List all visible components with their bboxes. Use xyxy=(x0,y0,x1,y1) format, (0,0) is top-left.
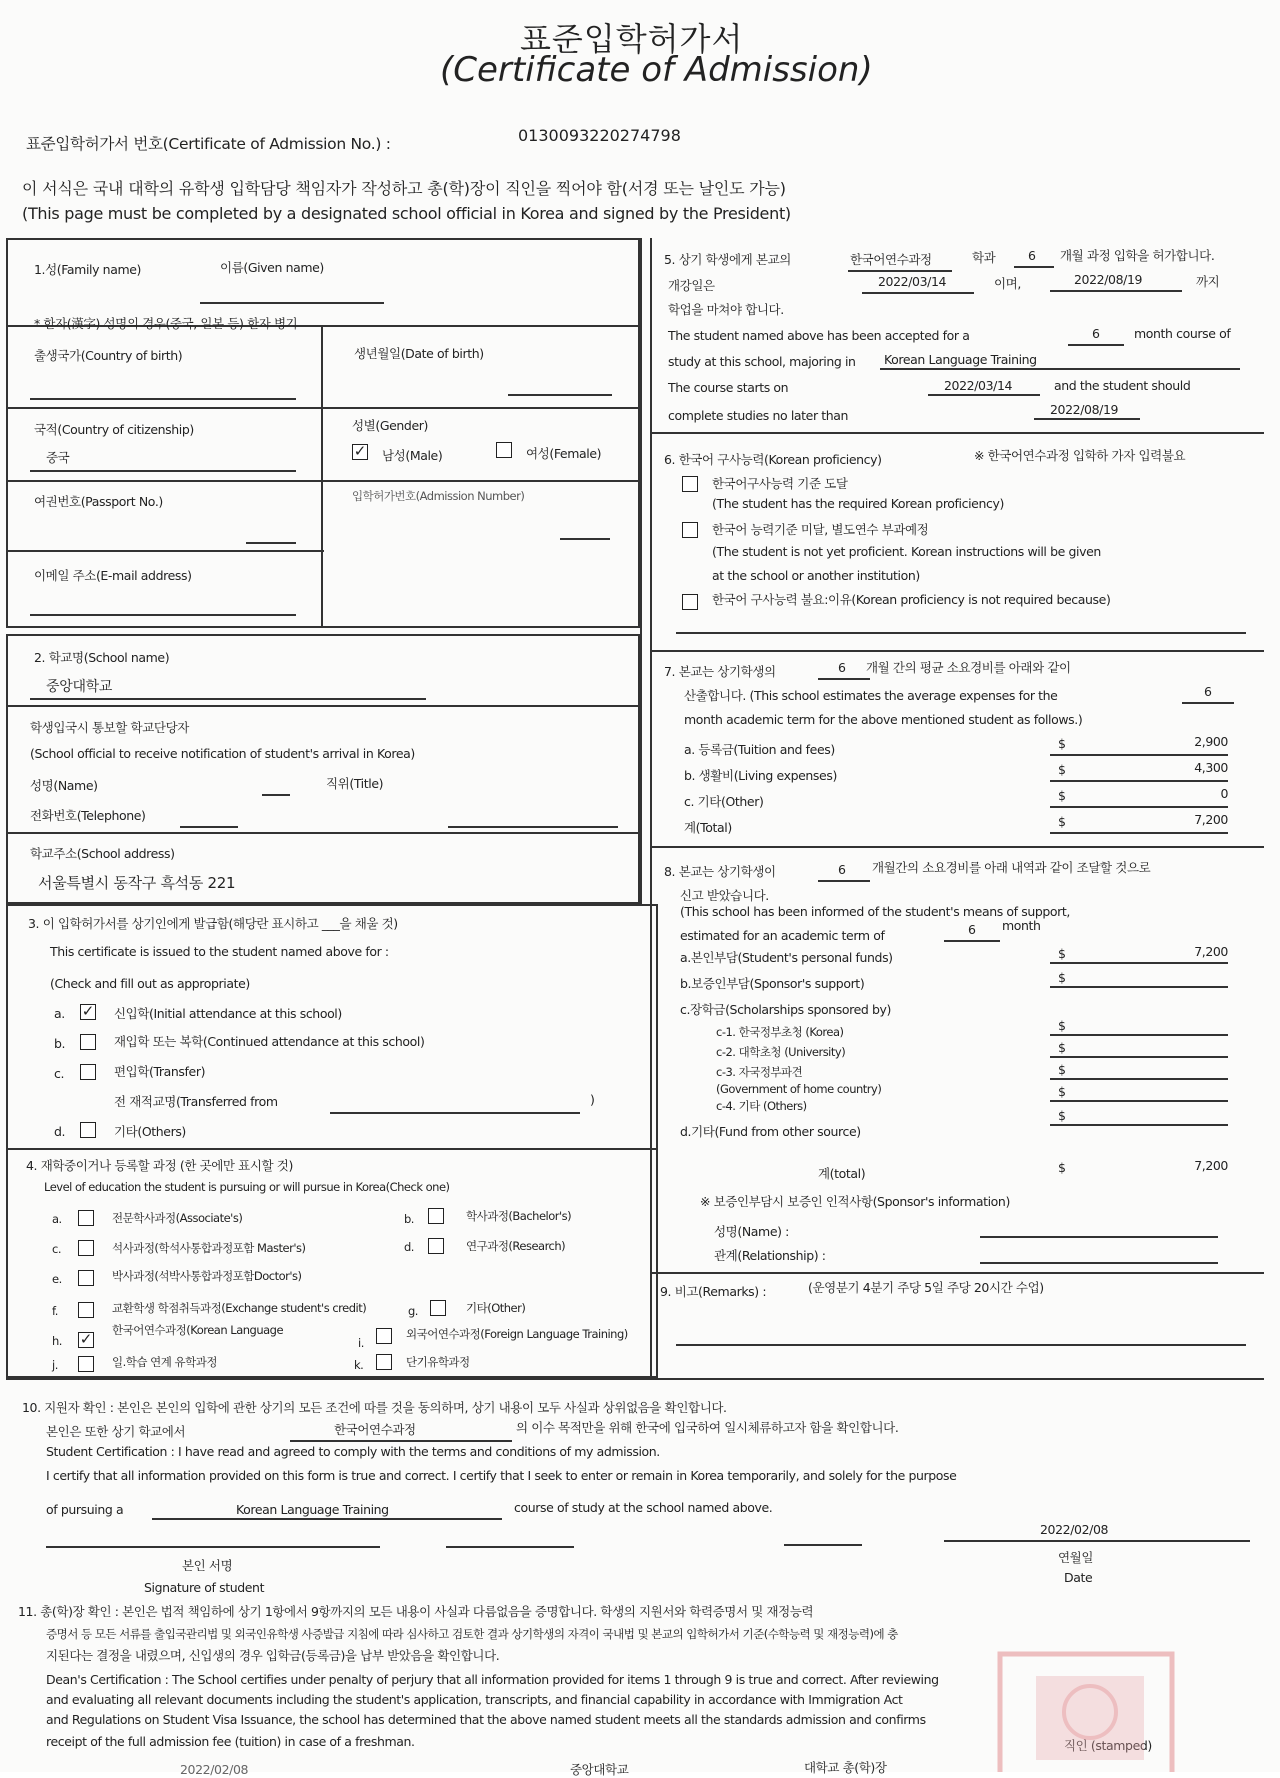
s5-l1a: 5. 상기 학생에게 본교의 xyxy=(664,252,791,267)
s11-l2: 증명서 등 모든 서류를 출입국관리법 및 외국인유학생 사증발급 지침에 따라 심사하고 검토한 결과 상기학생의 자격이 국내법 및 본교의 입학허가서 기준(수학능력 및 재정능력)에 충 xyxy=(46,1627,898,1641)
s8-c4-cur: $ xyxy=(1058,1084,1066,1099)
s10-sig-en: Signature of student xyxy=(144,1580,265,1595)
s11-e2: and evaluating all relevant documents including the student's application, transcripts, and financial capability in accordance with Immigration Act xyxy=(46,1692,903,1707)
s6-heading: 6. 한국어 구사능력(Korean proficiency) xyxy=(664,452,882,467)
school-address-label: 학교주소(School address) xyxy=(30,846,175,861)
s4-b-letter: b. xyxy=(404,1212,414,1226)
s8-c1-cur: $ xyxy=(1058,1018,1066,1033)
s4-k-checkbox[interactable] xyxy=(376,1354,392,1370)
s8-sponsor-rel: 관계(Relationship) : xyxy=(714,1248,826,1263)
s4-f-checkbox[interactable] xyxy=(78,1302,94,1318)
s11-footer-date: 2022/02/08 xyxy=(180,1762,249,1777)
family-name-label: 1.성(Family name) xyxy=(34,262,141,277)
s7-total-value: 7,200 xyxy=(1194,812,1228,827)
s3-a-checkbox[interactable]: ✓ xyxy=(81,1002,95,1020)
s6-o3: 한국어 구사능력 불요:이유(Korean proficiency is not required because) xyxy=(712,592,1111,607)
s4-b-checkbox[interactable] xyxy=(428,1208,444,1224)
s4-i-checkbox[interactable] xyxy=(376,1328,392,1344)
s4-b-label: 학사과정(Bachelor's) xyxy=(466,1209,572,1223)
s6-o3-checkbox[interactable] xyxy=(682,594,698,610)
s5-en3: The course starts on xyxy=(668,380,789,395)
s4-i-letter: i. xyxy=(358,1336,364,1350)
s8-l4-months: 6 xyxy=(968,922,976,937)
s11-l1: 11. 총(학)장 확인 : 본인은 법적 책임하에 상기 1항에서 9항까지의 모든 내용이 사실과 다름없음을 증명합니다. 학생의 지원서와 학력증명서 및 재정능력 xyxy=(18,1604,814,1619)
s10-l3: Student Certification : I have read and agreed to comply with the terms and conditions of my admission. xyxy=(46,1444,660,1459)
female-checkbox[interactable] xyxy=(496,442,512,458)
s5-start: 2022/03/14 xyxy=(878,274,947,289)
s7-months: 6 xyxy=(838,660,846,675)
s8-c3-label: c-3. 자국정부파견 xyxy=(716,1065,803,1079)
female-label: 여성(Female) xyxy=(526,446,602,461)
s10-date-ko: 연월일 xyxy=(1058,1550,1094,1565)
s8-c2-label: c-2. 대학초청 (University) xyxy=(716,1045,846,1059)
s7-b-value: 4,300 xyxy=(1194,760,1228,775)
s7-c-cur: $ xyxy=(1058,788,1066,803)
s9-value: (운영분기 4분기 주당 5일 주당 20시간 수업) xyxy=(808,1280,1044,1295)
s10-date: 2022/02/08 xyxy=(1040,1522,1109,1537)
school-address-value: 서울특별시 동작구 흑석동 221 xyxy=(38,874,236,892)
s7-total-cur: $ xyxy=(1058,814,1066,829)
s7-l2-months: 6 xyxy=(1204,684,1212,699)
s8-d-cur: $ xyxy=(1058,1108,1066,1123)
s10-sig-ko: 본인 서명 xyxy=(182,1558,233,1573)
s8-c3-cur: $ xyxy=(1058,1062,1066,1077)
s4-g-letter: g. xyxy=(408,1304,418,1318)
admission-no-label: 입학허가번호(Admission Number) xyxy=(352,489,525,503)
hanja-note: * 한자(漢字) 성명의 경우(중국, 일본 등) 한자 병기 xyxy=(34,316,298,331)
s10-course: 한국어연수과정 xyxy=(334,1422,416,1437)
seal-inner-block xyxy=(1036,1676,1144,1760)
s4-i-label: 외국어연수과정(Foreign Language Training) xyxy=(406,1327,628,1341)
s3-c-checkbox[interactable] xyxy=(80,1064,96,1080)
s3-c-close: ) xyxy=(590,1092,595,1107)
s4-h-checkbox[interactable]: ✓ xyxy=(79,1330,93,1348)
s4-a-checkbox[interactable] xyxy=(78,1210,94,1226)
s8-b-label: b.보증인부담(Sponsor's support) xyxy=(680,976,865,991)
s3-c-letter: c. xyxy=(54,1066,65,1081)
s6-o1e: (The student has the required Korean proficiency) xyxy=(712,496,1004,511)
s5-l2a: 개강일은 xyxy=(668,278,715,293)
s5-en3-start: 2022/03/14 xyxy=(944,378,1013,393)
s8-months: 6 xyxy=(838,862,846,877)
s6-o2e: (The student is not yet proficient. Korean instructions will be given xyxy=(712,544,1101,559)
s8-c2-cur: $ xyxy=(1058,1040,1066,1055)
s8-c-label: c.장학금(Scholarships sponsored by) xyxy=(680,1002,891,1017)
intro-line2: (This page must be completed by a designated school official in Korea and signed by the President) xyxy=(22,204,791,223)
s8-a-value: 7,200 xyxy=(1194,944,1228,959)
s7-c-label: c. 기타(Other) xyxy=(684,794,764,809)
s10-l4: I certify that all information provided on this form is true and correct. I certify that I seek to enter or remain in Korea temporarily, and solely for the purpose xyxy=(46,1468,957,1483)
s8-c4-label: c-4. 기타 (Others) xyxy=(716,1099,807,1113)
s8-c3e-label: (Government of home country) xyxy=(716,1082,882,1096)
cert-no-label: 표준입학허가서 번호(Certificate of Admission No.) : xyxy=(26,135,391,153)
s4-h-letter: h. xyxy=(52,1334,62,1348)
s3-b-checkbox[interactable] xyxy=(80,1034,96,1050)
gender-label: 성별(Gender) xyxy=(352,418,428,433)
s11-e1: Dean's Certification : The School certifies under penalty of perjury that all information provided for items 1 through 9 is true and correct. After reviewing xyxy=(46,1672,939,1687)
s8-l1a: 8. 본교는 상기학생이 xyxy=(664,864,776,879)
s8-sponsor-name: 성명(Name) : xyxy=(714,1224,789,1239)
s10-date-en: Date xyxy=(1064,1570,1093,1585)
official-title-label: 직위(Title) xyxy=(326,776,384,791)
s4-f-letter: f. xyxy=(52,1304,58,1318)
s3-c-from: 전 재적교명(Transferred from xyxy=(114,1094,278,1109)
s3-line2: (Check and fill out as appropriate) xyxy=(50,976,250,991)
s6-note: ※ 한국어연수과정 입학하 가자 입력불요 xyxy=(974,448,1186,463)
s8-a-cur: $ xyxy=(1058,946,1066,961)
s5-en1-months: 6 xyxy=(1092,326,1100,341)
s5-en1b: month course of xyxy=(1134,326,1231,341)
s7-c-value: 0 xyxy=(1220,786,1228,801)
s5-months: 6 xyxy=(1028,248,1036,263)
s7-total-label: 계(Total) xyxy=(684,820,732,835)
telephone-label: 전화번호(Telephone) xyxy=(30,808,146,823)
s5-en1: The student named above has been accepted for a xyxy=(668,328,970,343)
s5-en3b: and the student should xyxy=(1054,378,1191,393)
s3-a-letter: a. xyxy=(54,1006,65,1021)
birth-date-label: 생년월일(Date of birth) xyxy=(354,346,484,361)
s7-b-cur: $ xyxy=(1058,762,1066,777)
citizenship-value: 중국 xyxy=(46,450,70,465)
s8-total-value: 7,200 xyxy=(1194,1158,1228,1173)
s10-l5a: of pursuing a xyxy=(46,1502,124,1517)
s4-e-label: 박사과정(석박사통합과정포함Doctor's) xyxy=(112,1269,302,1283)
s5-en4-end: 2022/08/19 xyxy=(1050,402,1119,417)
s5-l1c: 개월 과정 입학을 허가합니다. xyxy=(1060,248,1215,263)
s3-heading: 3. 이 입학허가서를 상기인에게 발급함(해당란 표시하고 ___을 채울 것) xyxy=(28,916,398,931)
school-name-label: 2. 학교명(School name) xyxy=(34,650,170,665)
s7-l3: month academic term for the above mentioned student as follows.) xyxy=(684,712,1083,727)
s4-sub: Level of education the student is pursuing or will pursue in Korea(Check one) xyxy=(44,1180,450,1194)
s8-c1-label: c-1. 한국정부초청 (Korea) xyxy=(716,1025,844,1039)
s11-seal-label: 직인 (stamped) xyxy=(1064,1738,1152,1753)
s8-b-cur: $ xyxy=(1058,970,1066,985)
s4-j-checkbox[interactable] xyxy=(78,1356,94,1372)
official-name-label: 성명(Name) xyxy=(30,778,98,793)
s5-major: Korean Language Training xyxy=(884,352,1037,367)
s6-o1-checkbox[interactable] xyxy=(682,476,698,492)
s5-l2c: 까지 xyxy=(1196,274,1220,289)
s10-l5b: course of study at the school named above. xyxy=(514,1500,773,1515)
s4-k-label: 단기유학과정 xyxy=(406,1355,470,1369)
s4-d-letter: d. xyxy=(404,1240,414,1254)
birth-country-label: 출생국가(Country of birth) xyxy=(34,348,183,363)
s3-b-label: 재입학 또는 복학(Continued attendance at this school) xyxy=(114,1034,425,1049)
s7-l1a: 7. 본교는 상기학생의 xyxy=(664,664,776,679)
s10-l1: 10. 지원자 확인 : 본인은 본인의 입학에 관한 상기의 모든 조건에 따를 것을 동의하며, 상기 내용이 모두 사실과 상위없음을 확인합니다. xyxy=(22,1400,727,1415)
s4-j-letter: j. xyxy=(52,1358,58,1372)
title-korean: 표준입학허가서 xyxy=(520,20,744,58)
s10-l2a: 본인은 또한 상기 학교에서 xyxy=(46,1424,186,1439)
male-checkbox[interactable]: ✓ xyxy=(353,442,367,460)
s4-f-label: 교환학생 학점취득과정(Exchange student's credit) xyxy=(112,1301,367,1315)
school-official-ko: 학생입국시 통보할 학교단당자 xyxy=(30,720,189,735)
s7-a-value: 2,900 xyxy=(1194,734,1228,749)
s4-j-label: 일.학습 연계 유학과정 xyxy=(112,1355,217,1369)
s5-l3: 학업을 마쳐야 합니다. xyxy=(668,302,784,317)
s8-l4b: month xyxy=(1002,918,1041,933)
s5-en4: complete studies no later than xyxy=(668,408,849,423)
section-2-box xyxy=(6,634,640,904)
s4-heading: 4. 재학중이거나 등록할 과정 (한 곳에만 표시할 것) xyxy=(26,1158,293,1173)
s3-d-letter: d. xyxy=(54,1124,66,1139)
s3-b-letter: b. xyxy=(54,1036,66,1051)
s4-c-checkbox[interactable] xyxy=(78,1240,94,1256)
s7-l1b: 개월 간의 평균 소요경비를 아래와 같이 xyxy=(866,660,1071,675)
s5-l2b: 이며, xyxy=(994,276,1021,291)
s3-d-label: 기타(Others) xyxy=(114,1124,186,1139)
s11-footer-president: 대학교 총(학)장 xyxy=(804,1760,887,1775)
cert-no-value: 0130093220274798 xyxy=(518,126,681,145)
s8-total-cur: $ xyxy=(1058,1160,1066,1175)
s5-en2: study at this school, majoring in xyxy=(668,354,856,369)
s4-d-label: 연구과정(Research) xyxy=(466,1239,566,1253)
male-label: 남성(Male) xyxy=(382,448,443,463)
university-seal-stamp xyxy=(996,1650,1176,1772)
s4-h-label: 한국어연수과정(Korean Language xyxy=(112,1323,284,1337)
s8-l3: (This school has been informed of the student's means of support, xyxy=(680,904,1070,919)
s4-k-letter: k. xyxy=(354,1358,364,1372)
s8-sponsor: ※ 보증인부담시 보증인 인적사항(Sponsor's information) xyxy=(700,1194,1010,1209)
s7-a-cur: $ xyxy=(1058,736,1066,751)
s6-o2: 한국어 능력기준 미달, 별도연수 부과예정 xyxy=(712,522,929,537)
s3-a-label: 신입학(Initial attendance at this school) xyxy=(114,1006,342,1021)
s5-l1b: 학과 xyxy=(972,250,996,265)
s11-e3: and Regulations on Student Visa Issuance, the school has determined that the above named student meets all the standards admission and confirms xyxy=(46,1712,926,1727)
s9-label: 9. 비고(Remarks) : xyxy=(660,1284,767,1299)
s11-e4: receipt of the full admission fee (tuition) in case of a freshman. xyxy=(46,1734,415,1749)
s8-l2: 신고 받았습니다. xyxy=(680,888,769,903)
s10-program: Korean Language Training xyxy=(236,1502,389,1517)
s3-line1: This certificate is issued to the student named above for : xyxy=(50,944,389,959)
s4-e-checkbox[interactable] xyxy=(78,1270,94,1286)
school-name-value: 중앙대학교 xyxy=(46,679,113,695)
s7-l2: 산출합니다. (This school estimates the average expenses for the xyxy=(684,688,1058,703)
s4-a-letter: a. xyxy=(52,1212,62,1226)
citizenship-label: 국적(Country of citizenship) xyxy=(34,422,194,437)
s10-l2b: 의 이수 목적만을 위해 한국에 입국하여 일시체류하고자 함을 확인합니다. xyxy=(516,1420,899,1435)
s4-g-checkbox[interactable] xyxy=(430,1300,446,1316)
s5-end: 2022/08/19 xyxy=(1074,272,1143,287)
s7-a-label: a. 등록금(Tuition and fees) xyxy=(684,742,835,757)
s4-a-label: 전문학사과정(Associate's) xyxy=(112,1211,243,1225)
s8-d-label: d.기타(Fund from other source) xyxy=(680,1124,861,1139)
s3-d-checkbox[interactable] xyxy=(80,1122,96,1138)
intro-line1: 이 서식은 국내 대학의 유학생 입학담당 책임자가 작성하고 총(학)장이 직인을 찍어야 함(서경 또는 날인도 가능) xyxy=(22,179,786,198)
s11-l3: 지된다는 결정을 내렸으며, 신입생의 경우 입학금(등록금)을 납부 받았음을 확인합니다. xyxy=(46,1648,500,1663)
passport-label: 여권번호(Passport No.) xyxy=(34,494,163,509)
s6-o1: 한국어구사능력 기준 도달 xyxy=(712,476,848,491)
s4-c-letter: c. xyxy=(52,1242,61,1256)
s11-footer-school: 중앙대학교 xyxy=(570,1762,629,1777)
given-name-label: 이름(Given name) xyxy=(220,260,324,275)
s4-e-letter: e. xyxy=(52,1272,62,1286)
s6-o2e2: at the school or another institution) xyxy=(712,568,920,583)
school-official-en: (School official to receive notification of student's arrival in Korea) xyxy=(30,746,415,761)
s6-o2-checkbox[interactable] xyxy=(682,522,698,538)
s8-total-label: 계(total) xyxy=(818,1166,866,1181)
s8-a-label: a.본인부담(Student's personal funds) xyxy=(680,950,893,965)
s4-d-checkbox[interactable] xyxy=(428,1238,444,1254)
right-column-divider xyxy=(650,238,652,1378)
s4-c-label: 석사과정(학석사통합과정포함 Master's) xyxy=(112,1241,306,1255)
s4-g-label: 기타(Other) xyxy=(466,1301,526,1315)
s3-c-label: 편입학(Transfer) xyxy=(114,1064,206,1079)
s8-l4: estimated for an academic term of xyxy=(680,928,885,943)
title-english: (Certificate of Admission) xyxy=(440,50,873,90)
s7-b-label: b. 생활비(Living expenses) xyxy=(684,768,837,783)
s8-l1b: 개월간의 소요경비를 아래 내역과 같이 조달할 것으로 xyxy=(872,860,1151,875)
email-label: 이메일 주소(E-mail address) xyxy=(34,568,192,583)
s5-course-ko: 한국어연수과정 xyxy=(850,252,932,267)
